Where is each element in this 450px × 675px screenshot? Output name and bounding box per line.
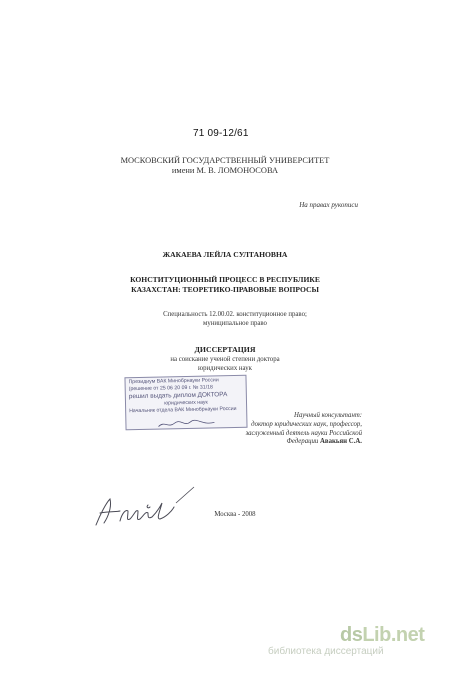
stamp-line-1: Президиум ВАК Минобрнауки России <box>128 377 219 386</box>
stamp-line-2: (решение от 25 06 20 09 г. № 31/18 <box>128 384 213 393</box>
advisor-line-3: заслуженный деятель науки Российской <box>245 429 362 437</box>
advisor-name: Авакьян С.А. <box>320 438 362 446</box>
author-name: ЖАКАЕВА ЛЕЙЛА СУЛТАНОВНА <box>162 250 288 259</box>
specialty <box>150 310 320 328</box>
document-code: 71 09-12/61 <box>193 128 249 139</box>
advisor-line-1: Научный консультант: <box>294 412 362 419</box>
degree-line-1: на соискание ученой степени доктора <box>170 356 280 363</box>
specialty-line-1: Специальность 12.00.02. конституционное право; <box>163 311 307 318</box>
advisor-line-2: доктор юридических наук, профессор, <box>251 420 362 428</box>
city-year: Москва - 2008 <box>214 511 256 518</box>
watermark-brand <box>340 624 424 647</box>
watermark-subtitle: библиотека диссертаций <box>268 646 384 657</box>
stamp-line-4: юридических наук <box>164 399 208 407</box>
stamp-line-5: Начальник отдела ВАК Минобрнауки России <box>129 405 237 415</box>
thesis-title-line-2: КАЗАХСТАН: ТЕОРЕТИКО-ПРАВОВЫЕ ВОПРОСЫ <box>131 284 319 294</box>
degree-line-2: юридических наук <box>198 364 252 372</box>
stamp-line-3: решил выдать диплом ДОКТОРА <box>128 391 228 401</box>
thesis-title <box>80 275 370 294</box>
advisor-line-4-prefix: Федерации <box>286 438 319 446</box>
university-line-1: МОСКОВСКИЙ ГОСУДАРСТВЕННЫЙ УНИВЕРСИТЕТ <box>120 156 330 165</box>
advisor-line-4 <box>245 438 362 447</box>
author-signature-icon <box>90 485 200 535</box>
vak-stamp <box>124 375 247 431</box>
watermark-brand-rest: Lib.net <box>362 624 425 646</box>
university-line-2: имени М. В. ЛОМОНОСОВА <box>171 166 279 175</box>
stamp-signature-icon <box>156 418 216 429</box>
watermark-brand-ds: ds <box>340 624 363 646</box>
dslib-watermark <box>268 624 425 657</box>
rights-note: На правах рукописи <box>299 201 358 209</box>
degree-sought <box>100 356 350 373</box>
thesis-title-line-1: КОНСТИТУЦИОННЫЙ ПРОЦЕСС В РЕСПУБЛИКЕ <box>130 275 320 284</box>
scientific-advisor <box>245 412 362 447</box>
dissertation-heading: ДИССЕРТАЦИЯ <box>194 345 256 354</box>
university-name <box>100 156 350 176</box>
specialty-line-2: муниципальное право <box>203 320 267 327</box>
